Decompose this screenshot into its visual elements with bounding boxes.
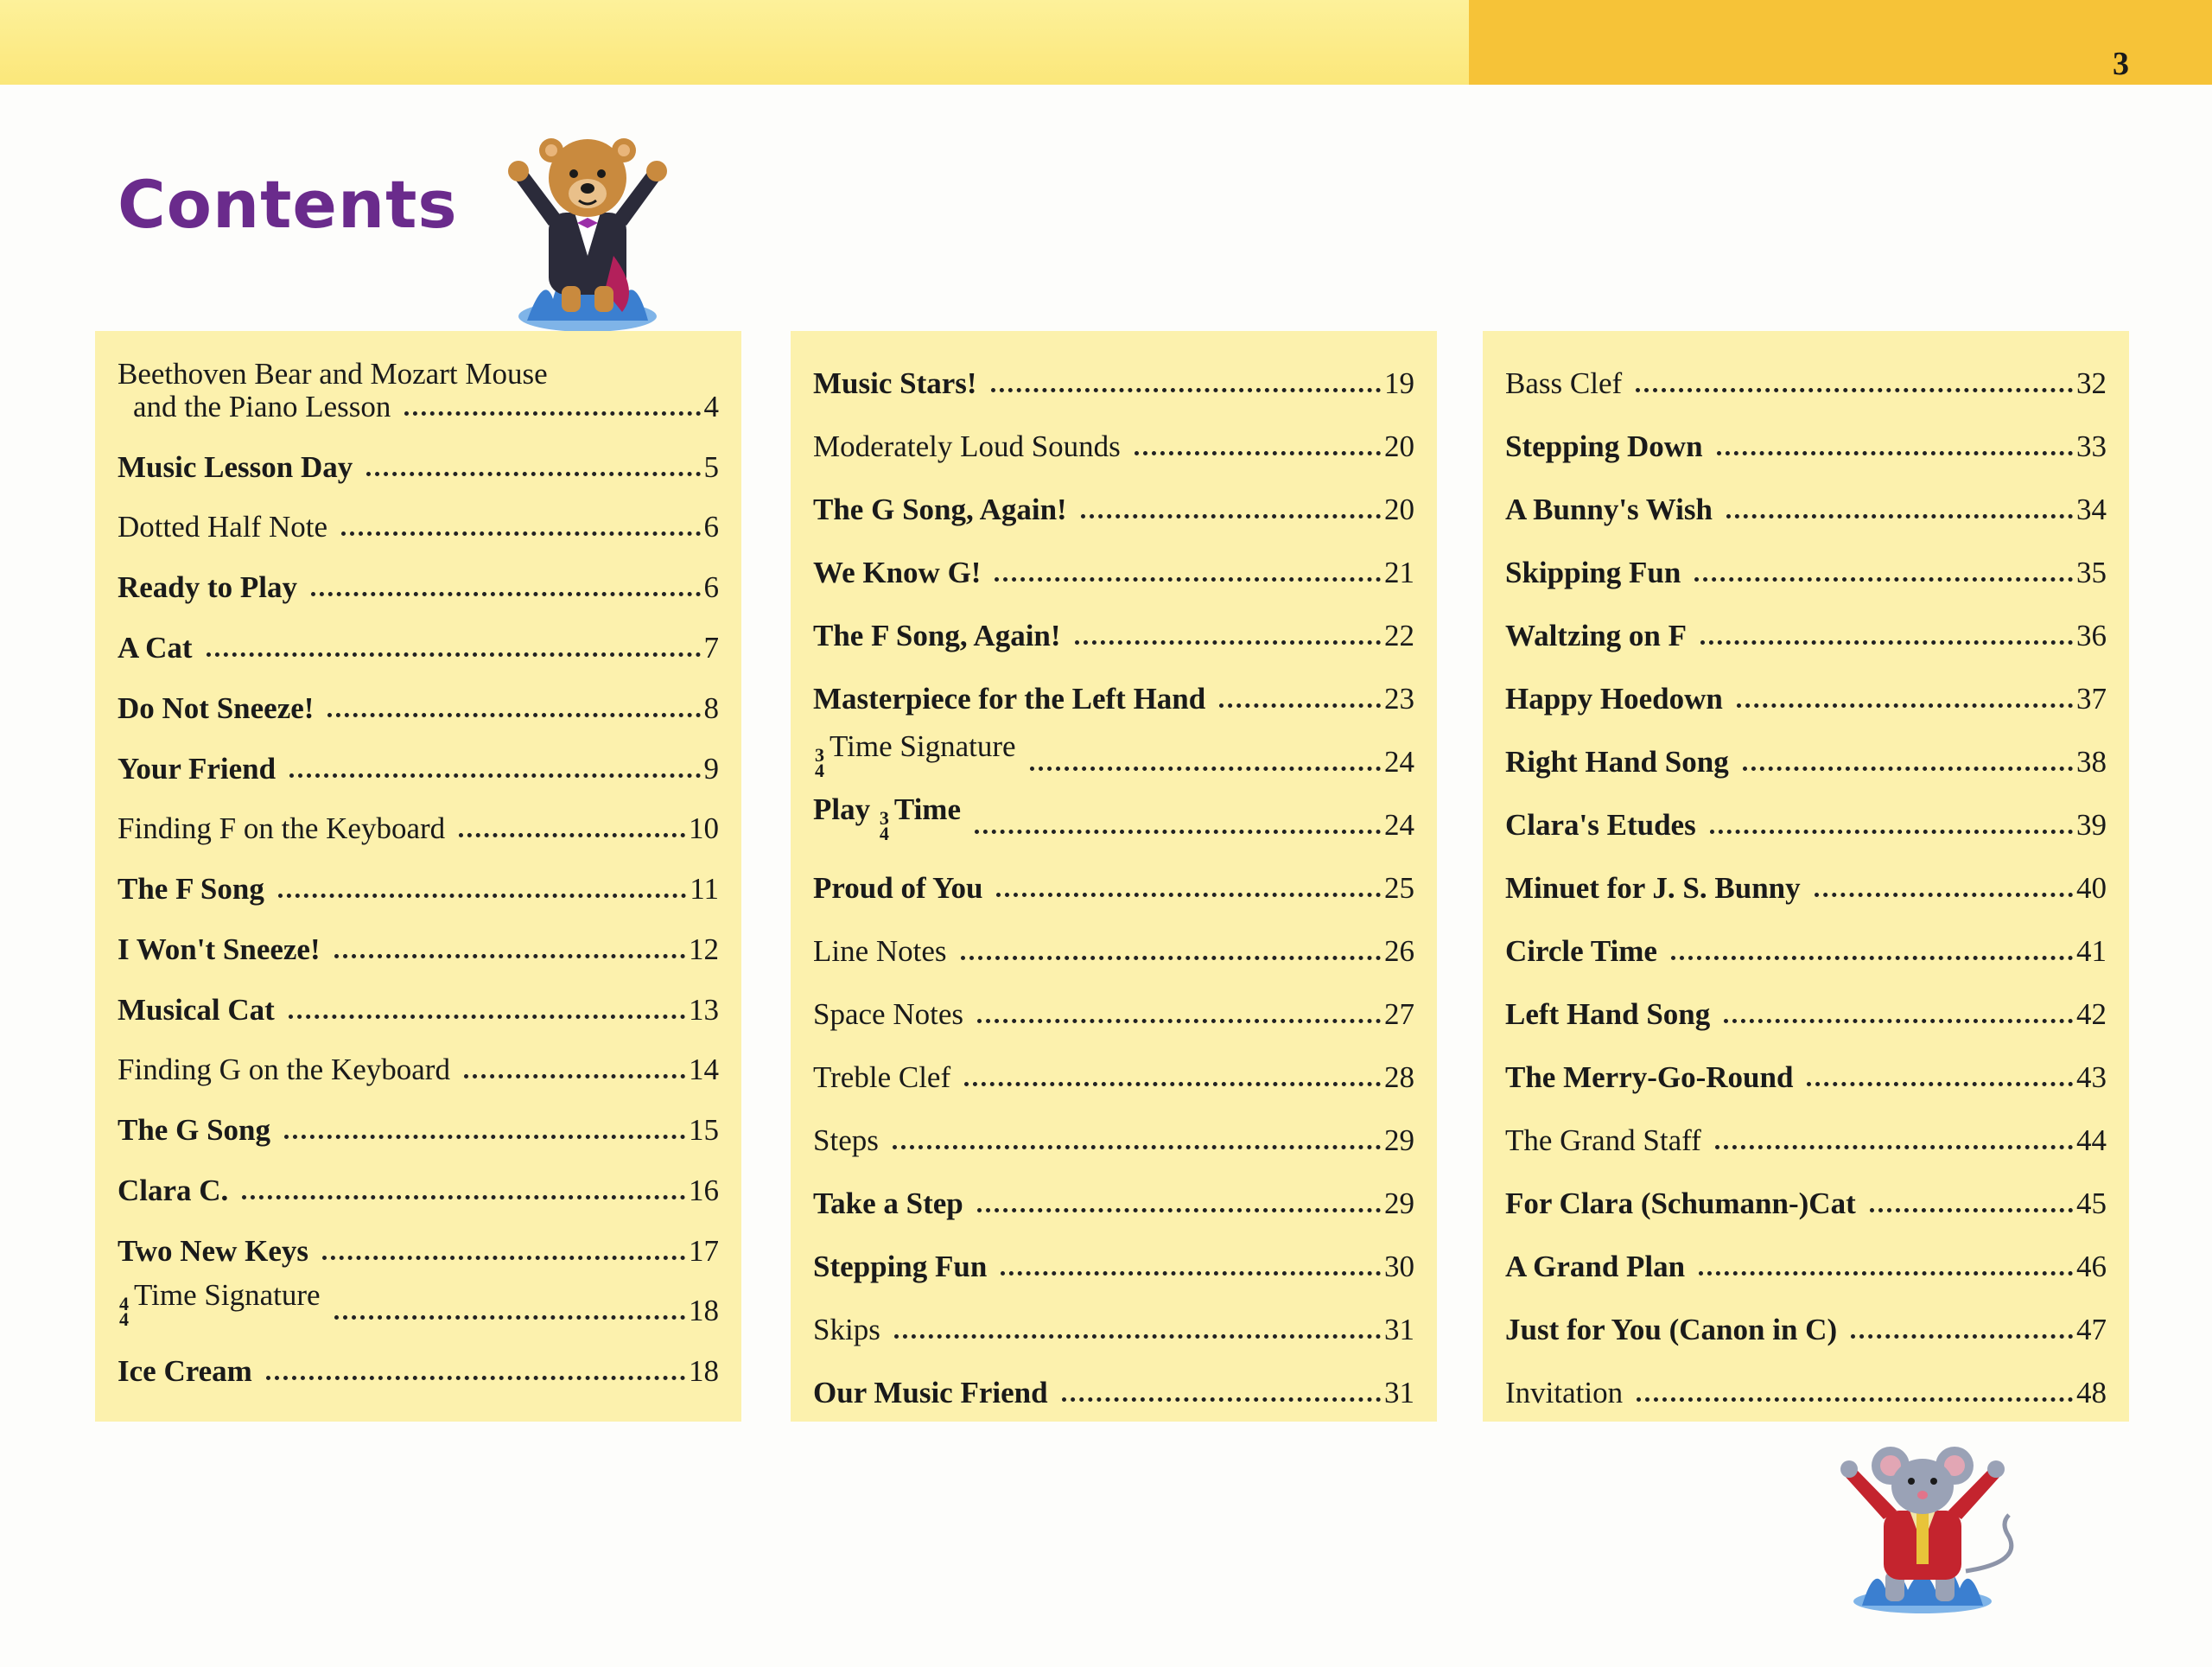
- entry-page: 21: [1384, 555, 1414, 589]
- entry-title: Stepping Down: [1505, 429, 1703, 463]
- toc-entry[interactable]: [813, 790, 1414, 842]
- dot-leader: [995, 577, 1381, 582]
- entry-page: 20: [1384, 492, 1414, 526]
- toc-entry[interactable]: [1505, 538, 2107, 589]
- toc-entry[interactable]: [813, 474, 1414, 526]
- toc-entry[interactable]: [1505, 790, 2107, 842]
- entry-title: Your Friend: [118, 751, 276, 786]
- entry-page: 14: [689, 1052, 719, 1086]
- entry-page: 18: [689, 1293, 719, 1327]
- entry-title: and the Piano Lesson: [133, 389, 391, 423]
- entry-page: 15: [689, 1112, 719, 1147]
- dot-leader: [1030, 767, 1381, 771]
- contents-column-1: [95, 331, 741, 1422]
- entry-title: Happy Hoedown: [1505, 681, 1723, 716]
- entry-page: 6: [703, 509, 719, 544]
- entry-title: Music Lesson Day: [118, 449, 353, 484]
- entry-title: Skipping Fun: [1505, 555, 1681, 589]
- dot-leader: [341, 531, 701, 536]
- toc-entry[interactable]: [133, 372, 719, 423]
- page-title: Contents: [118, 166, 458, 243]
- entry-page: 28: [1384, 1059, 1414, 1094]
- entry-title: Just for You (Canon in C): [1505, 1312, 1838, 1346]
- toc-entry[interactable]: [1505, 916, 2107, 968]
- entry-page: 31: [1384, 1375, 1414, 1409]
- toc-entry[interactable]: [813, 979, 1414, 1031]
- time-signature-top: 3: [879, 806, 889, 829]
- entry-page: 39: [2076, 807, 2107, 842]
- entry-title: Steps: [813, 1123, 879, 1157]
- dot-leader: [977, 1019, 1381, 1023]
- entry-title: The Grand Staff: [1505, 1123, 1701, 1157]
- entry-title-with-time-signature: [813, 730, 1030, 779]
- entry-title: We Know G!: [813, 555, 982, 589]
- entry-title: Musical Cat: [118, 992, 275, 1027]
- entry-page: 30: [1384, 1249, 1414, 1283]
- entry-title: Take a Step: [813, 1186, 963, 1220]
- time-signature-top: 3: [815, 743, 824, 766]
- toc-entry[interactable]: [813, 538, 1414, 589]
- entry-title: Right Hand Song: [1505, 744, 1729, 779]
- dot-leader: [975, 830, 1381, 834]
- dot-leader: [327, 713, 700, 717]
- entry-page: 17: [689, 1233, 719, 1268]
- entry-page: 24: [1384, 807, 1414, 842]
- entry-title: Dotted Half Note: [118, 509, 327, 544]
- entry-title: Skips: [813, 1312, 880, 1346]
- time-signature: [815, 743, 824, 781]
- toc-entry[interactable]: [118, 432, 719, 484]
- entry-title: Treble Clef: [813, 1059, 951, 1094]
- entry-title: Proud of You: [813, 870, 983, 905]
- entry-page: 36: [2076, 618, 2107, 652]
- entry-page: 26: [1384, 933, 1414, 968]
- toc-entry[interactable]: [1505, 1168, 2107, 1220]
- dot-leader: [1870, 1208, 2073, 1212]
- dot-leader: [1851, 1334, 2073, 1339]
- entry-page: 11: [690, 871, 719, 906]
- toc-entry[interactable]: [118, 1276, 719, 1330]
- dot-leader: [1710, 830, 2073, 834]
- toc-entry[interactable]: [1505, 853, 2107, 905]
- entry-title: The Merry-Go-Round: [1505, 1059, 1794, 1094]
- toc-entry[interactable]: [813, 664, 1414, 716]
- entry-page: 27: [1384, 996, 1414, 1031]
- entry-page: 41: [2076, 933, 2107, 968]
- dot-leader: [289, 773, 700, 778]
- entry-page: 29: [1384, 1186, 1414, 1220]
- entry-page: 25: [1384, 870, 1414, 905]
- toc-entry[interactable]: [1505, 664, 2107, 716]
- toc-entry[interactable]: [813, 411, 1414, 463]
- entry-page: 20: [1384, 429, 1414, 463]
- dot-leader: [1715, 1145, 2073, 1149]
- entry-page: 10: [689, 811, 719, 845]
- dot-leader: [1671, 956, 2073, 960]
- toc-entry[interactable]: [813, 1295, 1414, 1346]
- entry-title: Invitation: [1505, 1375, 1624, 1409]
- dot-leader: [1807, 1082, 2073, 1086]
- toc-entry[interactable]: [118, 552, 719, 604]
- time-signature-bottom: 4: [119, 1308, 129, 1330]
- entry-title: Minuet for J. S. Bunny: [1505, 870, 1801, 905]
- dot-leader: [404, 411, 700, 416]
- toc-entry[interactable]: [118, 1095, 719, 1147]
- entry-page: 34: [2076, 492, 2107, 526]
- time-signature-bottom: 4: [879, 822, 889, 844]
- toc-entry[interactable]: [118, 854, 719, 906]
- toc-entry[interactable]: [1505, 727, 2107, 779]
- dot-leader: [242, 1195, 685, 1199]
- dot-leader: [284, 1135, 685, 1139]
- contents-column-2: [791, 331, 1437, 1422]
- entry-page: 12: [689, 932, 719, 966]
- dot-leader: [961, 956, 1381, 960]
- entry-title: Finding F on the Keyboard: [118, 811, 446, 845]
- dot-leader: [322, 1256, 685, 1260]
- entry-page: 45: [2076, 1186, 2107, 1220]
- dot-leader: [1717, 451, 2073, 455]
- dot-leader: [1081, 514, 1381, 519]
- dot-leader: [991, 388, 1381, 392]
- entry-page: 18: [689, 1353, 719, 1388]
- entry-page: 42: [2076, 996, 2107, 1031]
- toc-entry[interactable]: [118, 1336, 719, 1388]
- entry-page: 40: [2076, 870, 2107, 905]
- toc-entry[interactable]: [118, 975, 719, 1027]
- dot-leader: [1737, 703, 2073, 708]
- dot-leader: [1219, 703, 1381, 708]
- entry-title: Space Notes: [813, 996, 963, 1031]
- entry-title: Line Notes: [813, 933, 947, 968]
- toc-entry[interactable]: [118, 613, 719, 665]
- entry-page: 47: [2076, 1312, 2107, 1346]
- entry-title: Ice Cream: [118, 1353, 252, 1388]
- dot-leader: [964, 1082, 1381, 1086]
- toc-entry[interactable]: [118, 793, 719, 845]
- toc-entry[interactable]: [1505, 1105, 2107, 1157]
- toc-entry[interactable]: [813, 916, 1414, 968]
- toc-entry[interactable]: [1505, 1295, 2107, 1346]
- entry-page: 13: [689, 992, 719, 1027]
- entry-page: 37: [2076, 681, 2107, 716]
- entry-page: 23: [1384, 681, 1414, 716]
- entry-page: 38: [2076, 744, 2107, 779]
- dot-leader: [266, 1376, 685, 1380]
- toc-entry[interactable]: [813, 853, 1414, 905]
- entry-page: 29: [1384, 1123, 1414, 1157]
- entry-page: 22: [1384, 618, 1414, 652]
- toc-entry[interactable]: [813, 1358, 1414, 1409]
- dot-leader: [334, 1315, 685, 1320]
- entry-title: Time Signature: [830, 729, 1016, 763]
- toc-entry[interactable]: [1505, 601, 2107, 652]
- entry-title: Time Signature: [134, 1277, 321, 1312]
- entry-page: 46: [2076, 1249, 2107, 1283]
- toc-entry[interactable]: [813, 348, 1414, 400]
- dot-leader: [366, 472, 700, 476]
- entry-page: 8: [703, 690, 719, 725]
- toc-entry[interactable]: [813, 1042, 1414, 1094]
- toc-entry[interactable]: [1505, 474, 2107, 526]
- dot-leader: [1699, 1271, 2073, 1276]
- entry-page: 35: [2076, 555, 2107, 589]
- dot-leader: [1743, 767, 2073, 771]
- dot-leader: [894, 1334, 1381, 1339]
- header-band: [0, 0, 1469, 85]
- time-signature: [119, 1292, 129, 1330]
- toc-entry[interactable]: [118, 734, 719, 786]
- mouse-mascot-illustration: [1823, 1441, 2031, 1614]
- toc-entry[interactable]: [1505, 1231, 2107, 1283]
- dot-leader: [459, 833, 685, 837]
- toc-entry[interactable]: [1505, 348, 2107, 400]
- entry-title-with-time-signature: [118, 1277, 334, 1330]
- entry-title-prefix: Play: [813, 792, 871, 826]
- toc-entry[interactable]: [118, 1155, 719, 1207]
- toc-entry[interactable]: [118, 914, 719, 966]
- entry-title-line-1: Beethoven Bear and Mozart Mouse: [118, 357, 548, 391]
- time-signature: [879, 806, 889, 844]
- entry-title: The F Song, Again!: [813, 618, 1061, 652]
- toc-entry[interactable]: [1505, 1042, 2107, 1094]
- dot-leader: [1135, 451, 1381, 455]
- toc-entry[interactable]: [118, 492, 719, 544]
- dot-leader: [1724, 1019, 2073, 1023]
- entry-title: Clara C.: [118, 1173, 229, 1207]
- toc-entry[interactable]: [813, 1168, 1414, 1220]
- entry-title: A Cat: [118, 630, 193, 665]
- entry-page: 9: [703, 751, 719, 786]
- entry-title: I Won't Sneeze!: [118, 932, 321, 966]
- entry-title: Stepping Fun: [813, 1249, 988, 1283]
- entry-page: 4: [703, 389, 719, 423]
- entry-page: 5: [703, 449, 719, 484]
- entry-title: A Grand Plan: [1505, 1249, 1686, 1283]
- entry-title: Finding G on the Keyboard: [118, 1052, 450, 1086]
- entry-title: Ready to Play: [118, 569, 298, 604]
- dot-leader: [464, 1074, 685, 1078]
- dot-leader: [1636, 388, 2073, 392]
- toc-entry[interactable]: [813, 1231, 1414, 1283]
- time-signature-top: 4: [119, 1292, 129, 1314]
- entry-page: 19: [1384, 366, 1414, 400]
- entry-title: Our Music Friend: [813, 1375, 1048, 1409]
- dot-leader: [311, 592, 700, 596]
- dot-leader: [1700, 640, 2073, 645]
- dot-leader: [1062, 1397, 1381, 1402]
- dot-leader: [289, 1015, 685, 1019]
- toc-entry[interactable]: [813, 1105, 1414, 1157]
- dot-leader: [278, 894, 686, 898]
- entry-title: Do Not Sneeze!: [118, 690, 315, 725]
- entry-title: Masterpiece for the Left Hand: [813, 681, 1206, 716]
- entry-title: The G Song, Again!: [813, 492, 1067, 526]
- entry-title: Moderately Loud Sounds: [813, 429, 1121, 463]
- entry-title: Clara's Etudes: [1505, 807, 1696, 842]
- entry-title: Two New Keys: [118, 1233, 308, 1268]
- entry-page: 33: [2076, 429, 2107, 463]
- time-signature-bottom: 4: [815, 759, 824, 781]
- toc-entry[interactable]: [118, 673, 719, 725]
- header-band-accent: [1469, 0, 2212, 85]
- entry-title: The G Song: [118, 1112, 270, 1147]
- entry-title: The F Song: [118, 871, 264, 906]
- toc-entry[interactable]: [1505, 1358, 2107, 1409]
- dot-leader: [977, 1208, 1381, 1212]
- toc-entry[interactable]: [1505, 411, 2107, 463]
- entry-page: 48: [2076, 1375, 2107, 1409]
- entry-page: 6: [703, 569, 719, 604]
- entry-title-with-time-signature: [813, 793, 975, 842]
- entry-title: For Clara (Schumann-)Cat: [1505, 1186, 1856, 1220]
- entry-title: Waltzing on F: [1505, 618, 1688, 652]
- toc-entry[interactable]: [813, 727, 1414, 779]
- dot-leader: [207, 652, 701, 657]
- entry-title: Circle Time: [1505, 933, 1657, 968]
- dot-leader: [1001, 1271, 1381, 1276]
- contents-column-3: [1483, 331, 2129, 1422]
- dot-leader: [996, 893, 1381, 897]
- dot-leader: [893, 1145, 1381, 1149]
- toc-entry[interactable]: [118, 1034, 719, 1086]
- entry-page: 44: [2076, 1123, 2107, 1157]
- toc-entry[interactable]: [118, 1216, 719, 1268]
- dot-leader: [1815, 893, 2073, 897]
- dot-leader: [1726, 514, 2073, 519]
- entry-title: A Bunny's Wish: [1505, 492, 1713, 526]
- page-number: 3: [2113, 46, 2129, 82]
- entry-page: 31: [1384, 1312, 1414, 1346]
- entry-page: 24: [1384, 744, 1414, 779]
- entry-title: Music Stars!: [813, 366, 977, 400]
- dot-leader: [334, 954, 685, 958]
- dot-leader: [1637, 1397, 2073, 1402]
- entry-page: 7: [703, 630, 719, 665]
- entry-title: Bass Clef: [1505, 366, 1623, 400]
- toc-entry[interactable]: [1505, 979, 2107, 1031]
- bear-mascot-illustration: [501, 126, 674, 334]
- dot-leader: [1694, 577, 2073, 582]
- entry-title: Time: [893, 792, 961, 826]
- dot-leader: [1075, 640, 1381, 645]
- toc-entry[interactable]: [813, 601, 1414, 652]
- entry-title: Left Hand Song: [1505, 996, 1711, 1031]
- entry-page: 32: [2076, 366, 2107, 400]
- entry-page: 16: [689, 1173, 719, 1207]
- entry-page: 43: [2076, 1059, 2107, 1094]
